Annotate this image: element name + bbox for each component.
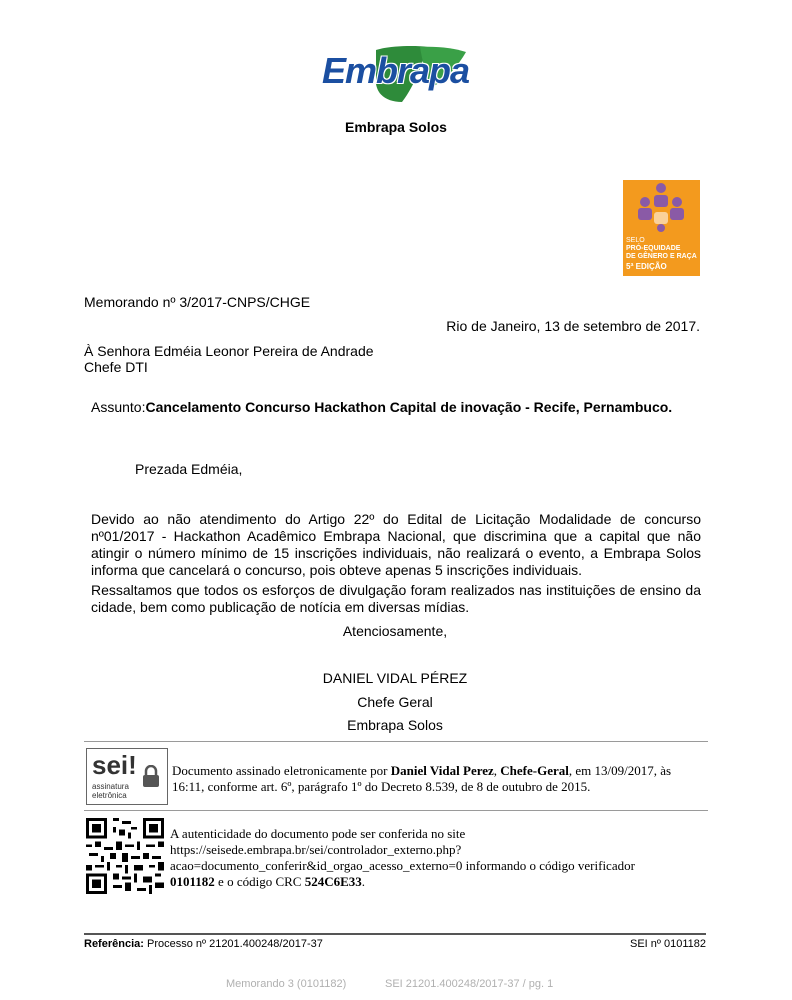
- pro-equidade-seal: [623, 180, 700, 276]
- signature-signer: Daniel Vidal Perez: [390, 763, 494, 778]
- signer-name: DANIEL VIDAL PÉREZ: [322, 670, 468, 686]
- recipient-title: Chefe DTI: [84, 359, 148, 375]
- people-figures-icon: [623, 180, 700, 238]
- qr-code-icon: [86, 818, 164, 894]
- seal-line3: DE GÊNERO E RAÇA: [626, 253, 697, 260]
- seal-line4: 5ª EDIÇÃO: [626, 262, 667, 271]
- signature-text: Documento assinado eletronicamente por Daniel Vidal Perez, Chefe-Geral, em 13/09/2017, às 16:11, conforme art. 6º, parágrafo 1º do Decreto 8.539, de 8 de outubro de 2015.: [172, 763, 672, 794]
- verification-code: 0101182: [170, 874, 215, 889]
- memo-number: Memorando nº 3/2017-CNPS/CHGE: [84, 294, 311, 310]
- paragraph-1: Devido ao não atendimento do Artigo 22º do Edital de Licitação Modalidade de concurso nº01/2017 - Hackathon Acadêmico Embrapa Nacional, que discrimina que a capital que não atingir o número mínimo de 15 inscrições individuais, não realizará o evento, a Embrapa Solos informa que cancelará o concurso, pois obteve apenas 5 inscrições individuais.: [91, 511, 701, 578]
- sei-logo-sub2: eletrônica: [92, 791, 127, 800]
- greeting: Prezada Edméia,: [135, 461, 243, 477]
- crc-code: 524C6E33: [304, 874, 362, 889]
- divider-middle: [84, 810, 708, 811]
- subject: [91, 399, 701, 416]
- sei-logo: [86, 748, 168, 805]
- footer-sei-number: SEI nº 0101182: [630, 938, 706, 950]
- authenticity-url[interactable]: https://seisede.embrapa.br/sei/controlador_externo.php?: [170, 842, 462, 857]
- embrapa-logo-text: Embrapa: [322, 50, 470, 91]
- authenticity-line3: acao=documento_conferir&id_orgao_acesso_externo=0 informando o código verificador: [170, 858, 635, 873]
- footer-reference: [84, 938, 323, 951]
- embrapa-logo: [318, 44, 470, 106]
- signer-title: Chefe Geral: [357, 694, 433, 710]
- recipient-name: À Senhora Edméia Leonor Pereira de Andrade: [84, 343, 374, 359]
- lock-icon: [141, 765, 161, 789]
- reference-label: Referência:: [84, 938, 144, 950]
- page-info-left: Memorando 3 (0101182): [226, 978, 347, 990]
- authenticity-line1: A autenticidade do documento pode ser conferida no site: [170, 826, 466, 841]
- sei-logo-text: sei!: [92, 750, 137, 780]
- sei-logo-sub1: assinatura: [92, 782, 129, 791]
- place-date: Rio de Janeiro, 13 de setembro de 2017.: [446, 318, 700, 334]
- authenticity-codes: 0101182 e o código CRC 524C6E33.: [170, 874, 366, 889]
- subject-label: Assunto:: [91, 399, 146, 415]
- qr-code: [86, 818, 164, 894]
- reference-text: Processo nº 21201.400248/2017-37: [143, 938, 323, 950]
- signer-unit: Embrapa Solos: [347, 717, 443, 733]
- page-info-right: SEI 21201.400248/2017-37 / pg. 1: [385, 978, 554, 990]
- seal-line1: SELO: [626, 237, 645, 244]
- divider-footer: [84, 933, 706, 935]
- signature-role: Chefe-Geral: [500, 763, 569, 778]
- paragraph-2: Ressaltamos que todos os esforços de divulgação foram realizados nas instituições de ensino da cidade, bem como publicação de notícia em diversas mídias.: [91, 582, 701, 615]
- unit-name: Embrapa Solos: [345, 119, 447, 135]
- divider-top: [84, 741, 708, 742]
- subject-text: Cancelamento Concurso Hackathon Capital de inovação - Recife, Pernambuco.: [145, 399, 673, 415]
- seal-line2: PRÓ-EQUIDADE: [626, 245, 681, 252]
- closing: Atenciosamente,: [342, 623, 448, 639]
